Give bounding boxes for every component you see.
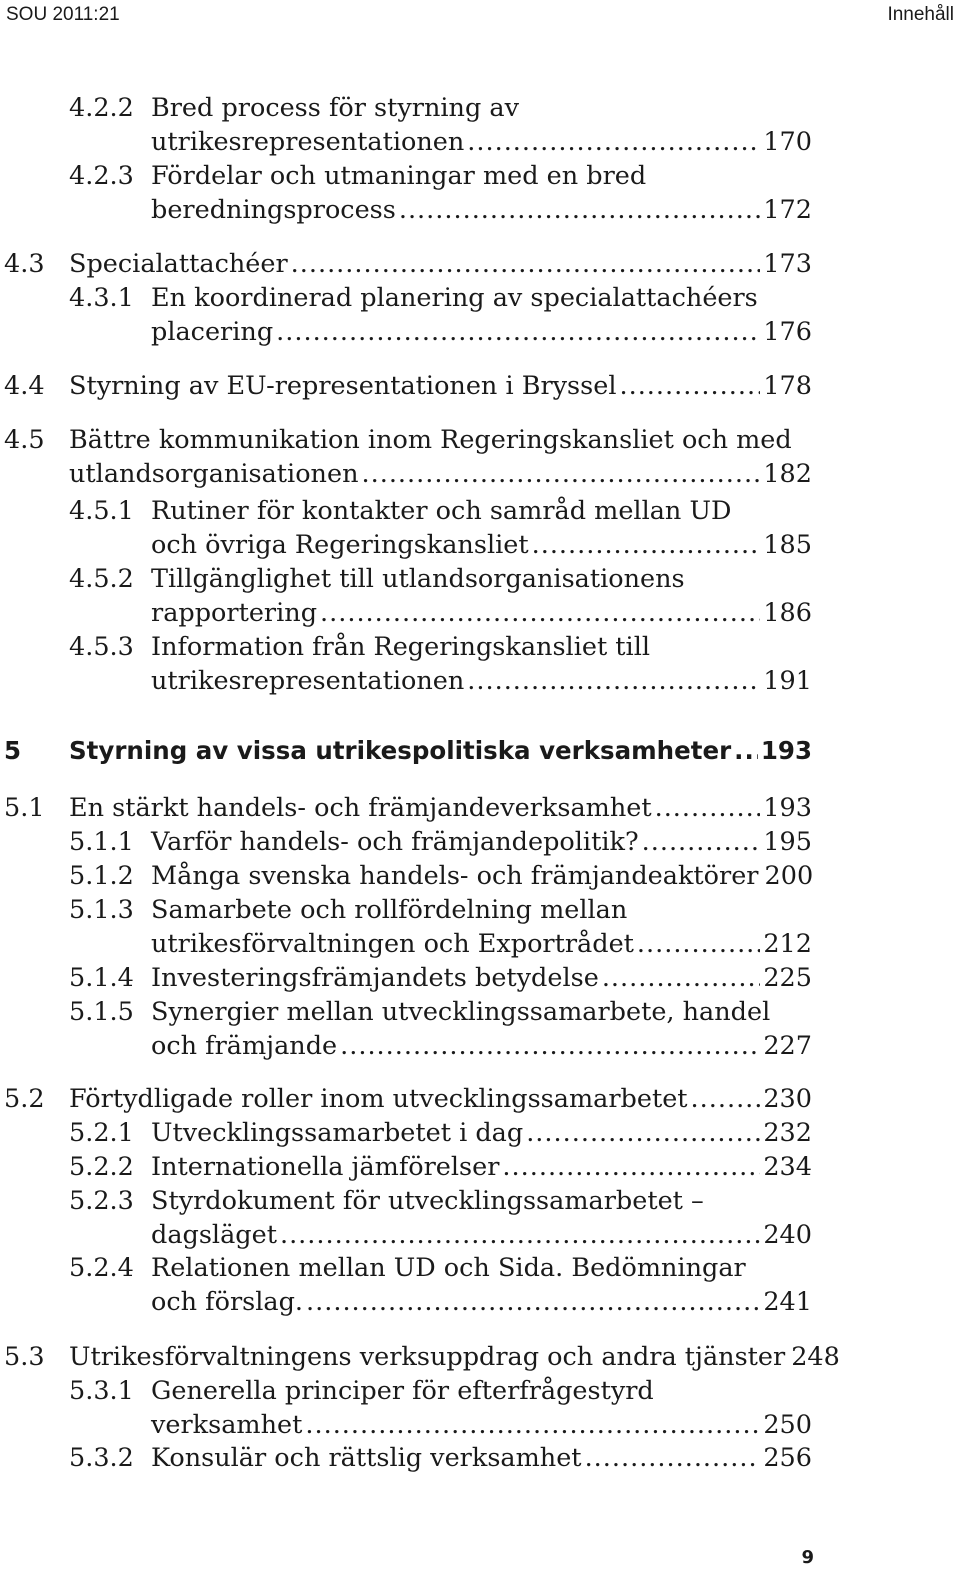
entry-title: Fördelar och utmaningar med en bred xyxy=(151,161,647,191)
entry-title-continued: verksamhet xyxy=(151,1410,303,1440)
entry-title-continued: och övriga Regeringskansliet xyxy=(151,530,529,560)
dot-leader xyxy=(362,457,761,491)
dot-leader xyxy=(619,369,760,403)
section-number: 5.3.2 xyxy=(69,1443,134,1473)
entry-title-continued: placering xyxy=(151,317,274,347)
page-number: 191 xyxy=(763,666,812,696)
entry-title: Många svenska handels- och främjandeaktörer xyxy=(151,861,759,891)
dot-leader xyxy=(306,1285,760,1319)
section-number: 5.1.3 xyxy=(69,895,134,925)
page-number: 230 xyxy=(763,1084,812,1114)
entry-title: Utvecklingssamarbetet i dag xyxy=(151,1118,524,1148)
page-number: 234 xyxy=(763,1152,812,1182)
entry-title: Bred process för styrning av xyxy=(151,93,520,123)
section-number: 5.3 xyxy=(4,1342,45,1372)
entry-title-continued: utlandsorganisationen xyxy=(69,459,359,489)
dot-leader xyxy=(467,125,760,159)
dot-leader xyxy=(642,825,761,859)
dot-leader xyxy=(291,247,761,281)
section-number: 5.2.2 xyxy=(69,1152,134,1182)
dot-leader xyxy=(691,1082,761,1116)
entry-title: Utrikesförvaltningens verksuppdrag och andra tjänster xyxy=(69,1342,786,1372)
section-number: 5.1.1 xyxy=(69,827,134,857)
entry-title: Samarbete och rollfördelning mellan xyxy=(151,895,628,925)
page-number: 172 xyxy=(763,195,812,225)
dot-leader xyxy=(585,1441,761,1475)
entry-title: Bättre kommunikation inom Regeringskansliet och med xyxy=(69,425,792,455)
page-number: 186 xyxy=(763,598,812,628)
section-number: 4.3 xyxy=(4,249,45,279)
page-number: 176 xyxy=(763,317,812,347)
section-number: 4.5.3 xyxy=(69,632,134,662)
dot-leader xyxy=(340,1029,760,1063)
section-number: 4.3.1 xyxy=(69,283,134,313)
entry-title: Investeringsfrämjandets betydelse xyxy=(151,963,599,993)
section-number: 5.1 xyxy=(4,793,45,823)
dot-leader xyxy=(467,664,760,698)
entry-title: Förtydligade roller inom utvecklingssamarbetet xyxy=(69,1084,688,1114)
page-number: 173 xyxy=(763,249,812,279)
entry-title: Information från Regeringskansliet till xyxy=(151,632,651,662)
page-number: 250 xyxy=(763,1410,812,1440)
section-number: 4.5.2 xyxy=(69,564,134,594)
entry-title-continued: och främjande xyxy=(151,1031,338,1061)
entry-title-continued: och förslag. xyxy=(151,1287,304,1317)
entry-title: Specialattachéer xyxy=(69,249,288,279)
page-number: 170 xyxy=(763,127,812,157)
page-number: 193 xyxy=(763,793,812,823)
chapter-number: 5 xyxy=(4,736,22,765)
page-number: 182 xyxy=(763,459,812,489)
dot-leader xyxy=(734,734,758,768)
entry-title-continued: utrikesförvaltningen och Exportrådet xyxy=(151,929,634,959)
entry-title: En stärkt handels- och främjandeverksamhet xyxy=(69,793,652,823)
entry-title-continued: rapportering xyxy=(151,598,318,628)
entry-title: Synergier mellan utvecklingssamarbete, handel xyxy=(151,997,771,1027)
page-number: 240 xyxy=(763,1220,812,1250)
page-number: 225 xyxy=(763,963,812,993)
dot-leader xyxy=(637,927,760,961)
entry-title: Styrning av EU-representationen i Bryssel xyxy=(69,371,617,401)
entry-title: Generella principer för efterfrågestyrd xyxy=(151,1376,654,1406)
page-number: 227 xyxy=(763,1031,812,1061)
running-head-right: Innehåll xyxy=(887,4,954,25)
page-number: 185 xyxy=(763,530,812,560)
dot-leader xyxy=(320,596,760,630)
page-number: 200 xyxy=(764,861,814,891)
page-number: 232 xyxy=(763,1118,812,1148)
entry-title-continued: utrikesrepresentationen xyxy=(151,666,465,696)
section-number: 5.1.4 xyxy=(69,963,134,993)
section-number: 4.5 xyxy=(4,425,45,455)
entry-title: Relationen mellan UD och Sida. Bedömningar xyxy=(151,1253,746,1283)
entry-title: Varför handels- och främjandepolitik? xyxy=(151,827,639,857)
section-number: 4.2.3 xyxy=(69,161,134,191)
dot-leader xyxy=(526,1116,760,1150)
page-number: 178 xyxy=(763,371,812,401)
dot-leader xyxy=(532,528,761,562)
dot-leader xyxy=(502,1150,760,1184)
dot-leader xyxy=(655,791,761,825)
page-number: 193 xyxy=(760,736,812,765)
section-number: 5.2.1 xyxy=(69,1118,134,1148)
section-number: 5.2.4 xyxy=(69,1253,134,1283)
section-number: 4.2.2 xyxy=(69,93,134,123)
entry-title: Konsulär och rättslig verksamhet xyxy=(151,1443,582,1473)
page-number: 248 xyxy=(791,1342,840,1372)
page-number: 256 xyxy=(763,1443,812,1473)
section-number: 5.2.3 xyxy=(69,1186,134,1216)
section-number: 4.4 xyxy=(4,371,45,401)
dot-leader xyxy=(276,315,760,349)
page-number: 195 xyxy=(763,827,812,857)
section-number: 5.1.5 xyxy=(69,997,134,1027)
entry-title: Tillgänglighet till utlandsorganisationens xyxy=(151,564,685,594)
section-number: 5.1.2 xyxy=(69,861,134,891)
entry-title: En koordinerad planering av specialattachéers xyxy=(151,283,758,313)
entry-title-continued: dagsläget xyxy=(151,1220,277,1250)
dot-leader xyxy=(280,1218,760,1252)
section-number: 4.5.1 xyxy=(69,496,134,526)
dot-leader xyxy=(305,1408,760,1442)
running-head-left: SOU 2011:21 xyxy=(6,4,120,25)
entry-title-continued: beredningsprocess xyxy=(151,195,396,225)
section-number: 5.3.1 xyxy=(69,1376,134,1406)
page-number: 212 xyxy=(763,929,812,959)
dot-leader xyxy=(602,961,761,995)
chapter-title: Styrning av vissa utrikespolitiska verksamheter xyxy=(69,736,732,765)
page-number: 241 xyxy=(763,1287,812,1317)
entry-title-continued: utrikesrepresentationen xyxy=(151,127,465,157)
section-number: 5.2 xyxy=(4,1084,45,1114)
entry-title: Rutiner för kontakter och samråd mellan UD xyxy=(151,496,732,526)
page-folio: 9 xyxy=(801,1547,814,1568)
entry-title: Internationella jämförelser xyxy=(151,1152,500,1182)
dot-leader xyxy=(399,193,760,227)
entry-title: Styrdokument för utvecklingssamarbetet – xyxy=(151,1186,704,1216)
